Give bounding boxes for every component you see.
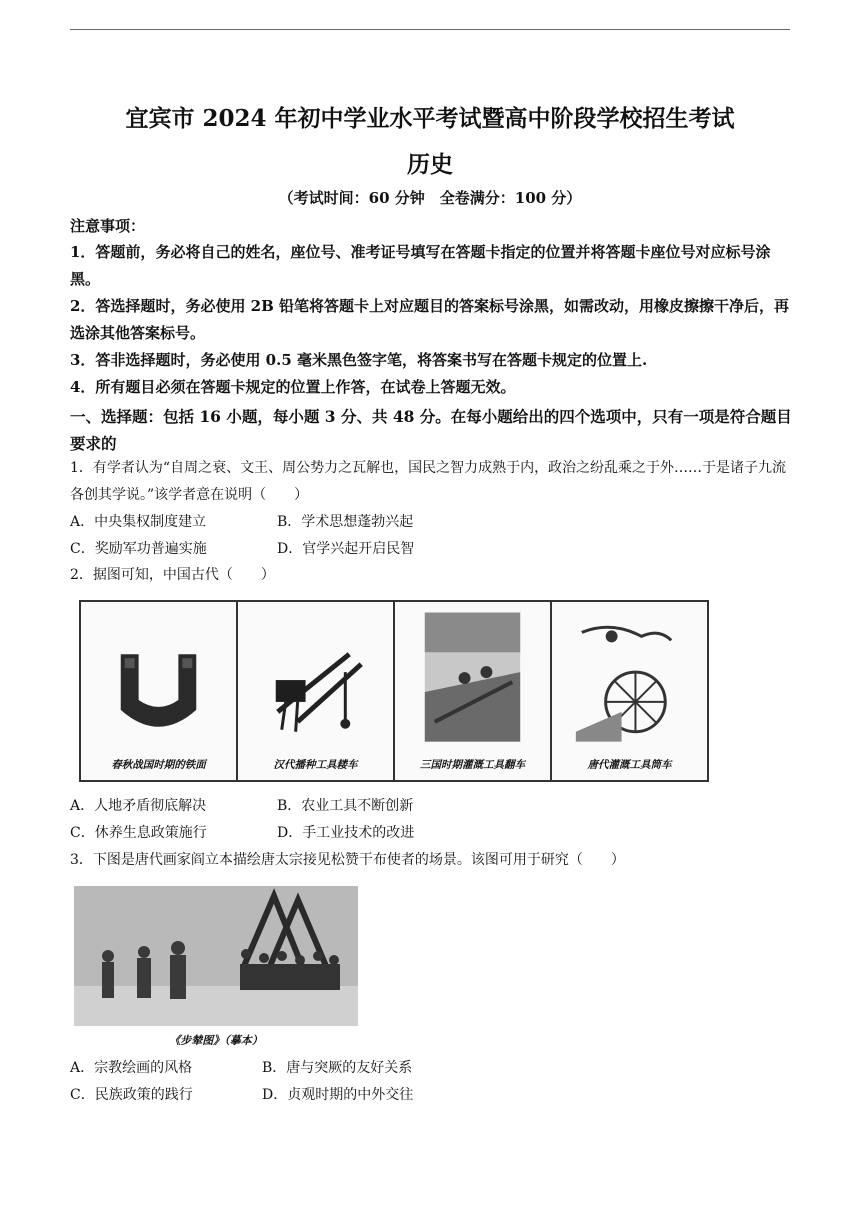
notice-heading: 注意事项： [70,217,146,235]
figure-caption: 唐代灌溉工具筒车 [587,759,672,771]
question-2-stem: 2．据图可知，中国古代（ ） [70,567,275,583]
buniantu-painting [74,886,358,1026]
question-3-stem: 3．下图是唐代画家阎立本描绘唐太宗接见松赞干布使者的场景。该图可用于研究（ ） [70,852,625,868]
question-2-option-b: B．农业工具不断创新 [277,798,414,814]
question-1-stem: 1．有学者认为“自周之衰、文王、周公势力之瓦解也，国民之智力成熟于内，政治之纷乱乘之于外……于是诸子九流各创其学说。”该学者意在说明（ ） [70,460,787,503]
top-rule [70,29,790,30]
seed-drill-icon [238,602,393,780]
figure-panel-iron-tool [81,602,238,780]
notice-item: 1．答题前，务必将自己的姓名，座位号、准考证号填写在答题卡指定的位置并将答题卡座位号对应标号涂黑。 [70,243,771,288]
figure-caption: 春秋战国时期的铁面 [111,759,206,771]
question-1-option-a: A．中央集权制度建立 [70,514,207,530]
question-2-figure [79,600,709,782]
question-2-option-d: D．手工业技术的改进 [277,825,415,841]
question-3-option-a: A．宗教绘画的风格 [70,1060,193,1076]
iron-hoe-icon [81,602,236,780]
question-1-option-c: C．奖励军功普遍实施 [70,541,207,557]
painting-caption: 《步辇图》（摹本） [169,1034,263,1047]
exam-title: 宜宾市 2024 年初中学业水平考试暨高中阶段学校招生考试 [125,105,735,132]
question-3-option-c: C．民族政策的践行 [70,1087,193,1103]
figure-panel-chain-pump [395,602,552,780]
question-2-option-c: C．休养生息政策施行 [70,825,207,841]
figure-panel-seed-drill [238,602,395,780]
subject-title: 历史 [407,151,453,178]
question-3-option-d: D．贞观时期的中外交往 [262,1087,414,1103]
question-1-option-d: D．官学兴起开启民智 [277,541,415,557]
notice-item: 4．所有题目必须在答题卡规定的位置上作答，在试卷上答题无效。 [70,378,516,396]
notice-item: 2．答选择题时，务必使用 2B 铅笔将答题卡上对应题目的答案标号涂黑，如需改动，用橡皮擦擦干净后，再选涂其他答案标号。 [70,297,790,342]
notice-item: 3．答非选择题时，务必使用 0.5 毫米黑色签字笔，将答案书写在答题卡规定的位置上. [70,351,648,369]
section-heading: 一、选择题：包括 16 小题，每小题 3 分、共 48 分。在每小题给出的四个选项中，只有一项是符合题目要求的 [70,407,792,453]
figure-caption: 三国时期灌溉工具翻车 [420,759,525,771]
waterwheel-illustration [552,602,707,780]
figure-caption: 汉代播种工具耧车 [273,759,358,771]
chain-pump-illustration [395,602,550,780]
figure-panel-waterwheel [552,602,707,780]
question-3-option-b: B．唐与突厥的友好关系 [262,1060,413,1076]
question-2-option-a: A．人地矛盾彻底解决 [70,798,207,814]
question-1-option-b: B．学术思想蓬勃兴起 [277,514,414,530]
exam-info: （考试时间：60 分钟 全卷满分：100 分） [278,189,582,207]
